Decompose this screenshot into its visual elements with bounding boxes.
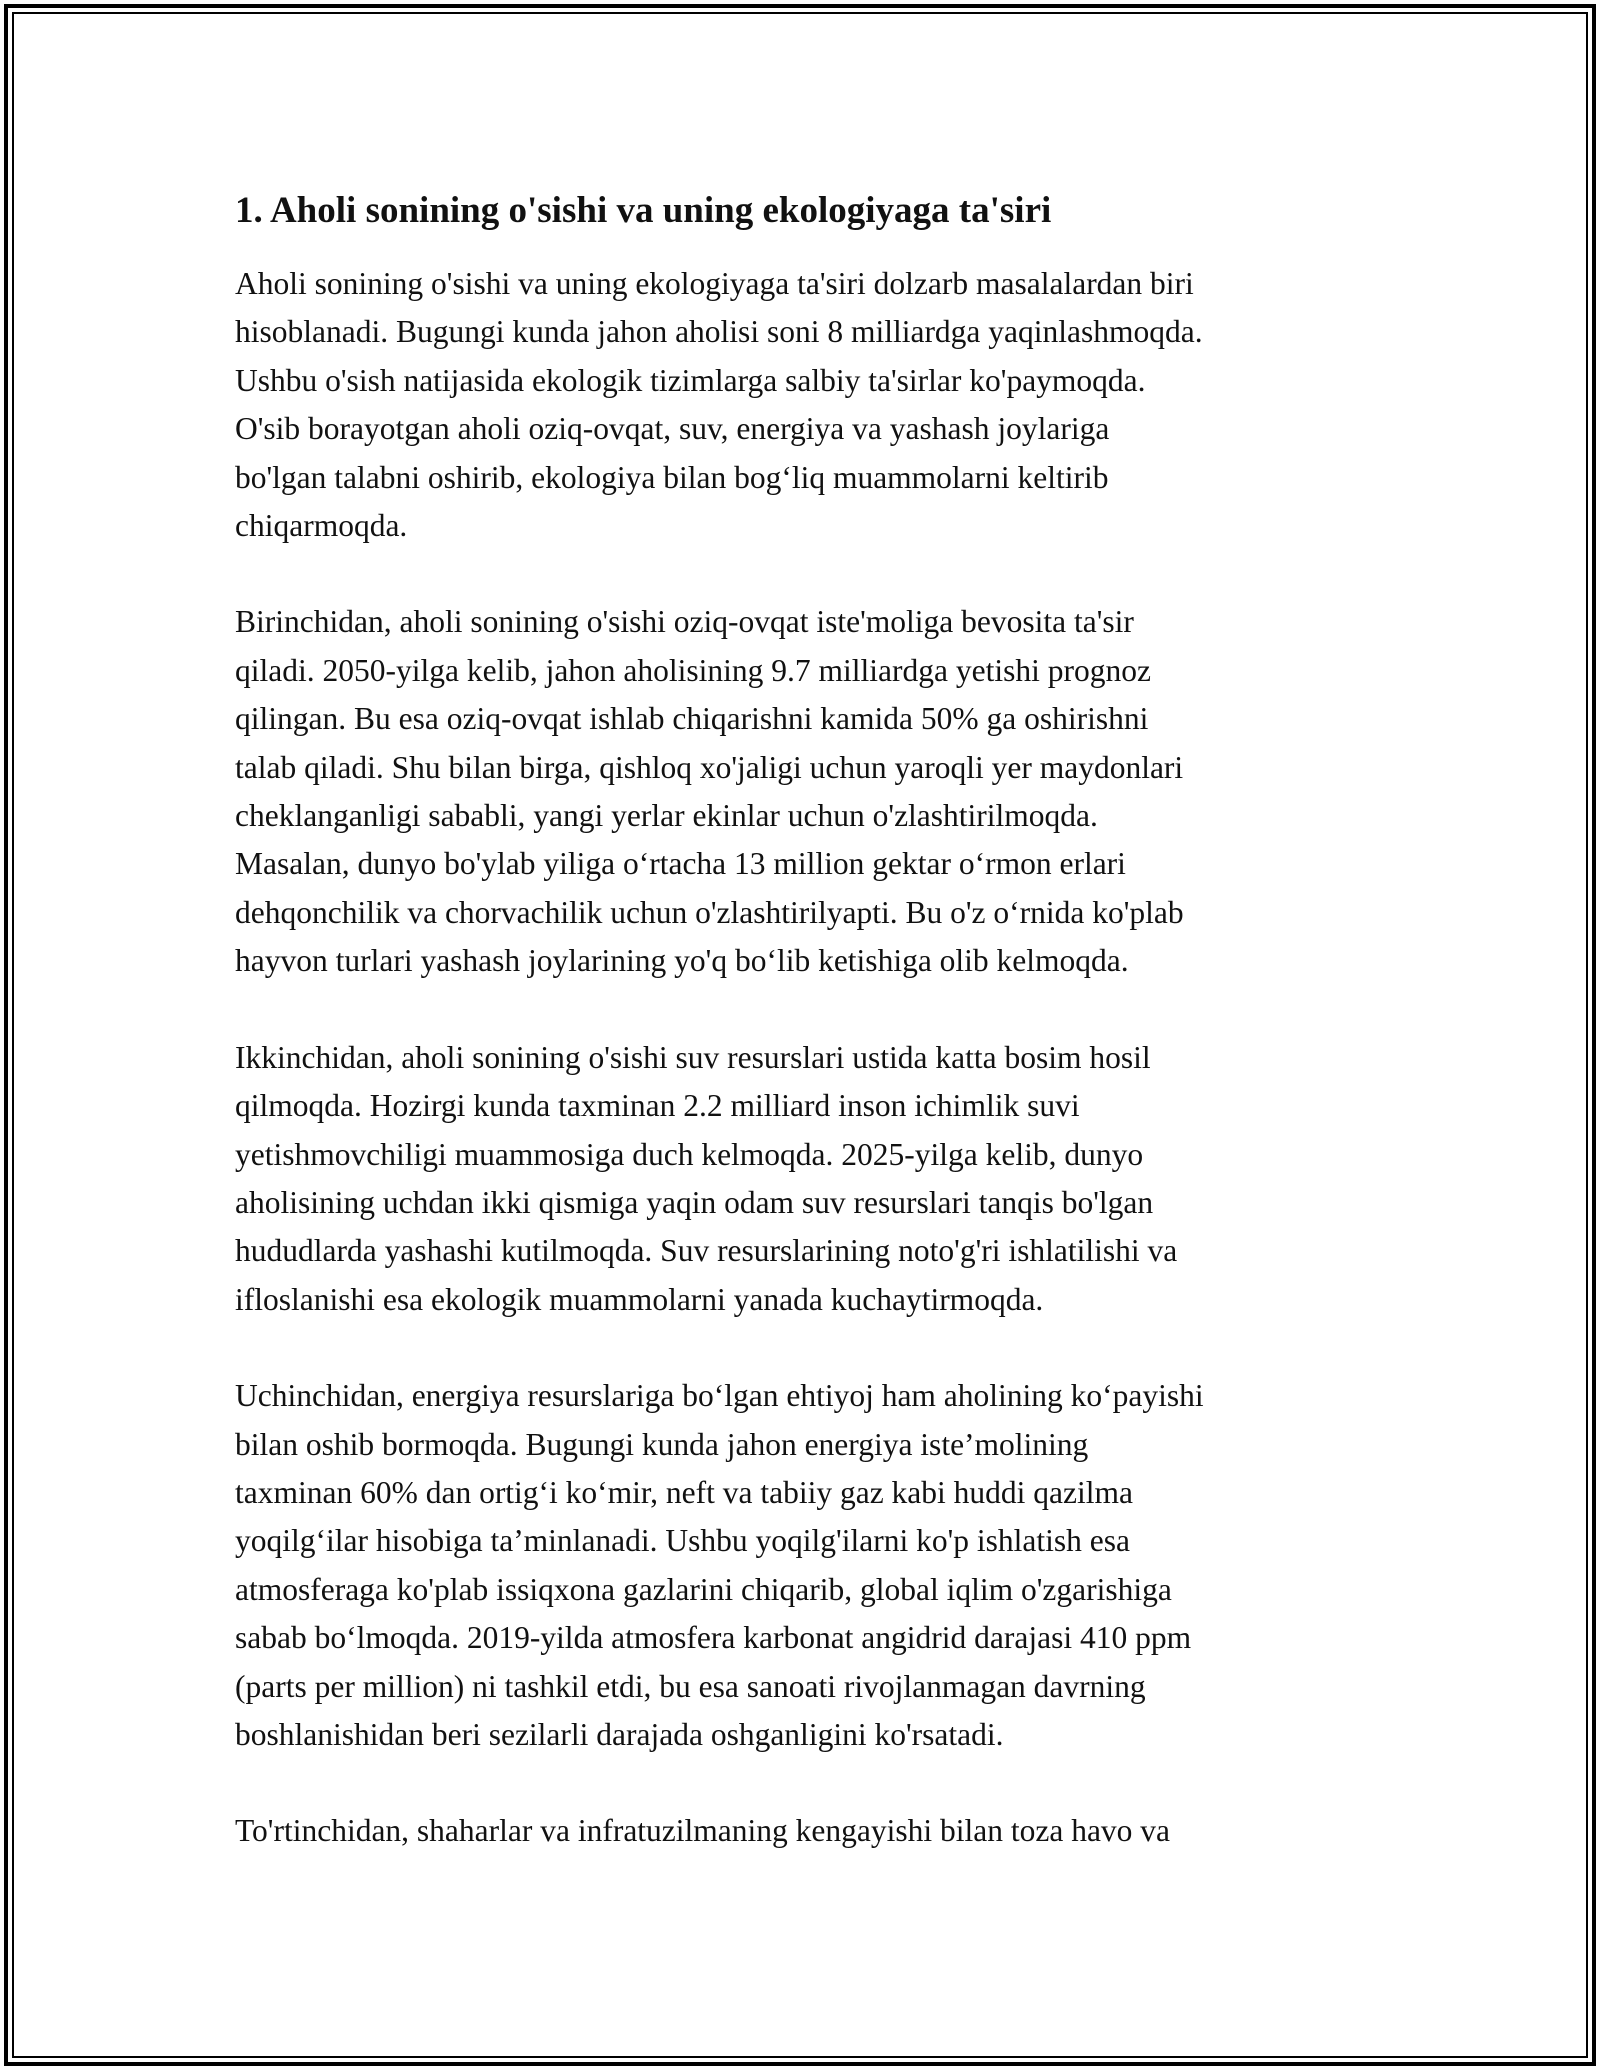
text-line: hududlarda yashashi kutilmoqda. Suv resurslarining noto'g'ri ishlatilishi va xyxy=(235,1233,1178,1269)
text-line: aholisining uchdan ikki qismiga yaqin odam suv resurslari tanqis bo'lgan xyxy=(235,1184,1154,1220)
text-line: qilingan. Bu esa oziq-ovqat ishlab chiqarishni kamida 50% ga oshirishni xyxy=(235,701,1149,737)
text-line: yetishmovchiligi muammosiga duch kelmoqda. 2025-yilga kelib, dunyo xyxy=(235,1136,1144,1172)
text-line: dehqonchilik va chorvachilik uchun o'zlashtirilyapti. Bu o'z o‘rnida ko'plab xyxy=(235,894,1184,930)
text-line: O'sib borayotgan aholi oziq-ovqat, suv, energiya va yashash joylariga xyxy=(235,411,1110,447)
text-line: Aholi sonining o'sishi va uning ekologiyaga ta'siri dolzarb masalalardan biri xyxy=(235,266,1194,301)
text-line: qiladi. 2050-yilga kelib, jahon aholisining 9.7 milliardga yetishi prognoz xyxy=(235,652,1151,688)
text-line: bilan oshib bormoqda. Bugungi kunda jahon energiya iste’molining xyxy=(235,1426,1089,1462)
text-line: hisoblanadi. Bugungi kunda jahon aholisi soni 8 milliardga yaqinlashmoqda. xyxy=(235,314,1203,350)
paragraph-first xyxy=(235,598,1375,985)
text-line: talab qiladi. Shu bilan birga, qishloq xo'jaligi uchun yaroqli yer maydonlari xyxy=(235,749,1184,785)
text-line: chiqarmoqda. xyxy=(235,508,408,544)
text-line: Masalan, dunyo bo'ylab yiliga o‘rtacha 13 million gektar o‘rmon erlari xyxy=(235,846,1126,882)
text-line: sabab bo‘lmoqda. 2019-yilda atmosfera karbonat angidrid darajasi 410 ppm xyxy=(235,1620,1192,1656)
paragraph-third xyxy=(235,1372,1375,1759)
text-line: boshlanishidan beri sezilarli darajada oshganligini ko'rsatadi. xyxy=(235,1716,1004,1752)
text-line: Uchinchidan, energiya resurslariga bo‘lgan ehtiyoj ham aholining ko‘payishi xyxy=(235,1378,1204,1414)
section-heading: 1. Aholi sonining o'sishi va uning ekologiyaga ta'siri xyxy=(235,190,1052,231)
text-line: hayvon turlari yashash joylarining yo'q bo‘lib ketishiga olib kelmoqda. xyxy=(235,943,1129,979)
text-line: Birinchidan, aholi sonining o'sishi oziq-ovqat iste'moliga bevosita ta'sir xyxy=(235,604,1134,640)
text-line: qilmoqda. Hozirgi kunda taxminan 2.2 milliard inson ichimlik suvi xyxy=(235,1088,1080,1124)
text-line: atmosferaga ko'plab issiqxona gazlarini chiqarib, global iqlim o'zgarishiga xyxy=(235,1571,1172,1607)
text-line: ifloslanishi esa ekologik muammolarni yanada kuchaytirmoqda. xyxy=(235,1281,1044,1317)
text-line: yoqilg‘ilar hisobiga ta’minlanadi. Ushbu yoqilg'ilarni ko'p ishlatish esa xyxy=(235,1523,1130,1559)
document-page xyxy=(235,188,1375,1904)
text-line: Ushbu o'sish natijasida ekologik tizimlarga salbiy ta'sirlar ko'paymoqda. xyxy=(235,362,1146,398)
text-line: To'rtinchidan, shaharlar va infratuzilmaning kengayishi bilan toza havo va xyxy=(235,1813,1171,1849)
text-line: taxminan 60% dan ortig‘i ko‘mir, neft va tabiiy gaz kabi huddi qazilma xyxy=(235,1474,1133,1510)
paragraph-second xyxy=(235,1034,1375,1324)
text-line: (parts per million) ni tashkil etdi, bu esa sanoati rivojlanmagan davrning xyxy=(235,1668,1146,1704)
paragraph-intro xyxy=(235,260,1375,550)
paragraph-fourth xyxy=(235,1807,1375,1855)
text-line: cheklanganligi sababli, yangi yerlar ekinlar uchun o'zlashtirilmoqda. xyxy=(235,798,1098,834)
text-line: Ikkinchidan, aholi sonining o'sishi suv resurslari ustida katta bosim hosil xyxy=(235,1039,1151,1075)
text-line: bo'lgan talabni oshirib, ekologiya bilan bog‘liq muammolarni keltirib xyxy=(235,459,1109,495)
